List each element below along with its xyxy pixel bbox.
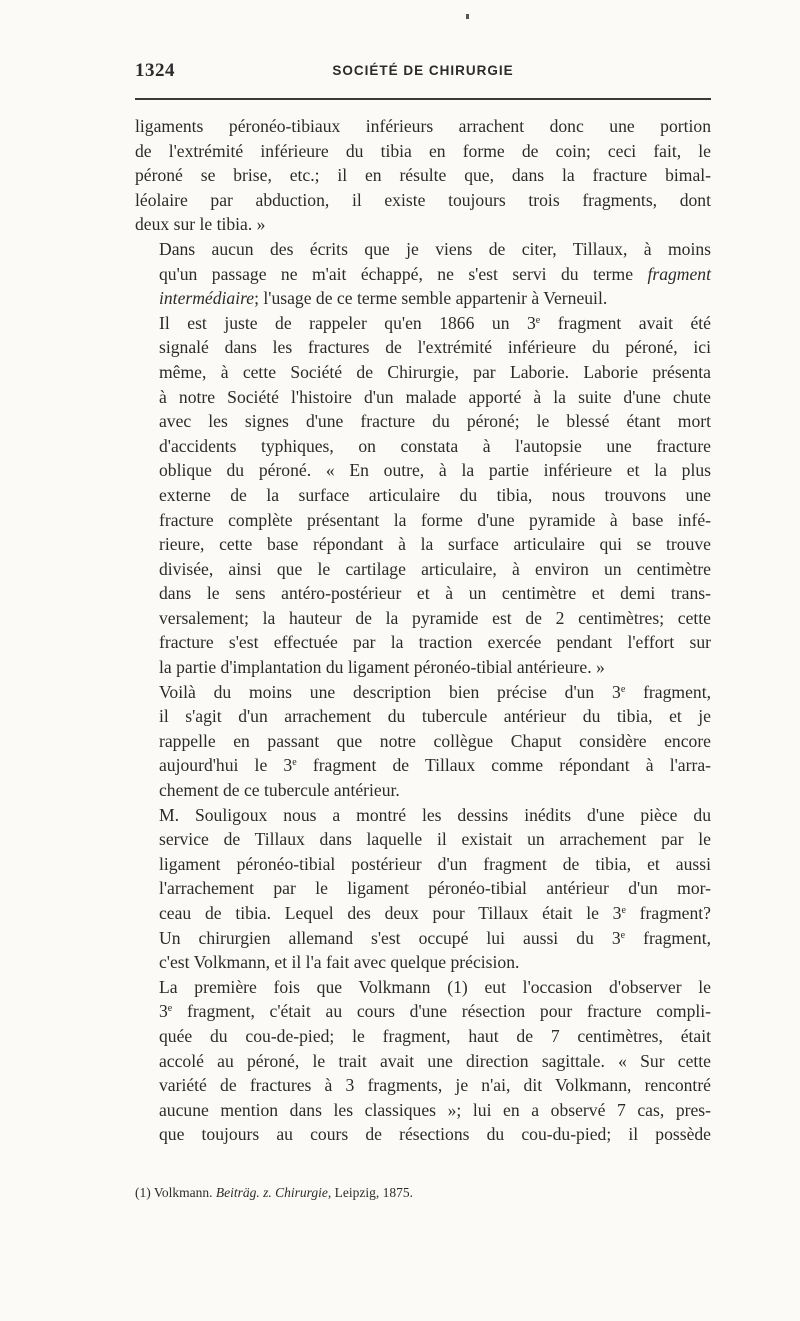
body-text bbox=[135, 114, 711, 1147]
page-number: 1324 bbox=[135, 60, 175, 81]
text-line: quée du cou-de-pied; le fragment, haut de 7 centimètres, était bbox=[159, 1025, 711, 1046]
text-line: à notre Société l'histoire d'un malade apporté à la suite d'une chute bbox=[159, 386, 711, 407]
text-line: dans le sens antéro-postérieur et à un centimètre et demi trans- bbox=[159, 583, 711, 604]
paragraph-7 bbox=[135, 975, 711, 1147]
text-line: divisée, ainsi que le cartilage articulaire, à environ un centimètre bbox=[159, 558, 711, 579]
footnote bbox=[135, 1184, 711, 1202]
text-line: qu'un passage ne m'ait échappé, ne s'est servi du terme fragment bbox=[159, 263, 711, 284]
text-line: accolé au péroné, le trait avait une direction sagittale. « Sur cette bbox=[159, 1050, 711, 1071]
text-line: rappelle en passant que notre collègue Chaput considère encore bbox=[159, 730, 711, 751]
paragraph-1 bbox=[135, 114, 711, 237]
text-line: de l'extrémité inférieure du tibia en forme de coin; ceci fait, le bbox=[135, 140, 711, 161]
text-line: d'accidents typhiques, on constata à l'autopsie une fracture bbox=[159, 435, 711, 456]
text-line: il s'agit d'un arrachement du tubercule antérieur du tibia, et je bbox=[159, 706, 711, 727]
text-line: l'arrachement par le ligament péronéo-tibial antérieur d'un mor- bbox=[159, 878, 711, 899]
text-line: aucune mention dans les classiques »; lui en a observé 7 cas, pres- bbox=[159, 1099, 711, 1120]
text-line: externe de la surface articulaire du tibia, nous trouvons une bbox=[159, 484, 711, 505]
header-rule bbox=[135, 98, 711, 100]
text-line: signalé dans les fractures de l'extrémité inférieure du péroné, ici bbox=[159, 337, 711, 358]
text-line: léolaire par abduction, il existe toujours trois fragments, dont bbox=[135, 189, 711, 210]
paragraph-4 bbox=[135, 680, 711, 803]
footnote-marker: (1) Volkmann. bbox=[135, 1185, 213, 1200]
text-line: la partie d'implantation du ligament péronéo-tibial antérieure. » bbox=[159, 657, 605, 678]
text-line: chement de ce tubercule antérieur. bbox=[159, 780, 400, 801]
paragraph-6 bbox=[135, 926, 711, 975]
text-line: que toujours au cours de résections du cou-du-pied; il possède bbox=[159, 1124, 711, 1145]
text-line: ceau de tibia. Lequel des deux pour Tillaux était le 3e fragment? bbox=[159, 903, 711, 923]
text-line: Il est juste de rappeler qu'en 1866 un 3e fragment avait été bbox=[159, 312, 711, 333]
paragraph-2 bbox=[135, 237, 711, 311]
text-line: avec les signes d'une fracture du péroné; le blessé étant mort bbox=[159, 411, 711, 432]
paragraph-3 bbox=[135, 311, 711, 680]
text-line: Un chirurgien allemand s'est occupé lui aussi du 3e fragment, bbox=[159, 927, 711, 948]
text-line: oblique du péroné. « En outre, à la partie inférieure et la plus bbox=[159, 460, 711, 481]
text-line: fracture s'est effectuée par la traction exercée pendant l'effort sur bbox=[159, 632, 711, 653]
text-line: deux sur le tibia. » bbox=[135, 214, 266, 235]
text-line: même, à cette Société de Chirurgie, par Laborie. Laborie présenta bbox=[159, 361, 711, 382]
text-line: Dans aucun des écrits que je viens de citer, Tillaux, à moins bbox=[159, 238, 711, 259]
text-line: intermédiaire; l'usage de ce terme semble appartenir à Verneuil. bbox=[159, 288, 608, 309]
footnote-title: Beiträg. z. Chirurgie bbox=[215, 1185, 328, 1200]
text-line: Voilà du moins une description bien précise d'un 3e fragment, bbox=[159, 681, 711, 702]
paragraph-5 bbox=[135, 803, 711, 926]
text-line: 3e fragment, c'était au cours d'une résection pour fracture compli- bbox=[159, 1001, 711, 1022]
text-line: péroné se brise, etc.; il en résulte que, dans la fracture bimal- bbox=[135, 165, 711, 186]
text-line: La première fois que Volkmann (1) eut l'occasion d'observer le bbox=[159, 976, 711, 997]
text-line: variété de fractures à 3 fragments, je n'ai, dit Volkmann, rencontré bbox=[159, 1075, 711, 1096]
text-line: fracture complète présentant la forme d'une pyramide à base infé- bbox=[159, 509, 711, 530]
text-line: service de Tillaux dans laquelle il existait un arrachement par le bbox=[159, 829, 711, 850]
text-line: ligament péronéo-tibial postérieur d'un fragment de tibia, et aussi bbox=[159, 853, 711, 874]
text-line: M. Souligoux nous a montré les dessins inédits d'une pièce du bbox=[159, 804, 711, 825]
running-head: SOCIÉTÉ DE CHIRURGIE bbox=[332, 63, 514, 78]
page-header bbox=[135, 60, 711, 90]
text-line: versalement; la hauteur de la pyramide est de 2 centimètres; cette bbox=[159, 607, 711, 628]
text-line: c'est Volkmann, et il l'a fait avec quelque précision. bbox=[159, 952, 520, 973]
footnote-rest: , Leipzig, 1875. bbox=[327, 1185, 413, 1200]
text-line: aujourd'hui le 3e fragment de Tillaux comme répondant à l'arra- bbox=[159, 755, 711, 776]
print-speck bbox=[466, 14, 469, 19]
text-line: ligaments péronéo-tibiaux inférieurs arrachent donc une portion bbox=[135, 116, 711, 136]
text-line: rieure, cette base répondant à la surface articulaire qui se trouve bbox=[159, 534, 711, 555]
